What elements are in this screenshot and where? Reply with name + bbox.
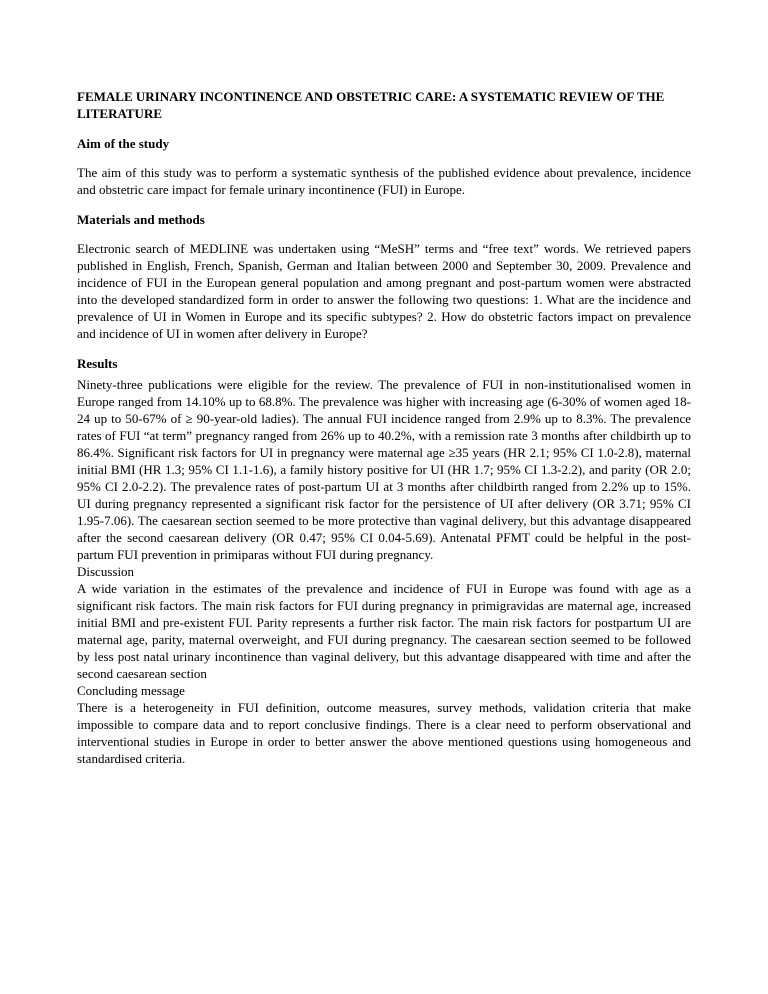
methods-text: Electronic search of MEDLINE was undertaken using “MeSH” terms and “free text” words. We retrieved papers published in English, French, Spanish, German and Italian between 2000 and September 30, 2009. Prevalence and incidence of FUI in the European general population and among pregnant and post-partum women were abstracted into the developed standardized form in order to answer the following two questions: 1. What are the incidence and prevalence of UI in Women in Europe and its specific subtypes? 2. How do obstetric factors impact on prevalence and incidence of UI in women after delivery in Europe? (77, 241, 691, 341)
results-heading: Results (77, 356, 118, 371)
aim-heading: Aim of the study (77, 136, 170, 151)
discussion-heading: Discussion (77, 564, 135, 579)
aim-text: The aim of this study was to perform a systematic synthesis of the published evidence about prevalence, incidence and obstetric care impact for female urinary incontinence (FUI) in Europe. (77, 165, 691, 197)
document-title: FEMALE URINARY INCONTINENCE AND OBSTETRIC CARE: A SYSTEMATIC REVIEW OF THE LITERATURE (77, 89, 665, 121)
results-text: Ninety-three publications were eligible for the review. The prevalence of FUI in non-institutionalised women in Europe ranged from 14.10% up to 68.8%. The prevalence was higher with increasing age (6-30% of women aged 18-24 up to 50-67% of ≥ 90-year-old ladies). The annual FUI incidence ranged from 2.9% up to 8.3%. The prevalence rates of FUI “at term” pregnancy ranged from 26% up to 40.2%, with a remission rate 3 months after childbirth up to 86.4%. Significant risk factors for UI in pregnancy were maternal age ≥35 years (HR 2.1; 95% CI 1.0-2.8), maternal initial BMI (HR 1.3; 95% CI 1.1-1.6), a family history positive for UI (HR 1.7; 95% CI 1.3-2.2), and parity (OR 2.0; 95% CI 2.0-2.2). The prevalence rates of post-partum UI at 3 months after childbirth ranged from 2.2% up to 15%. UI during pregnancy represented a significant risk factor for the persistence of UI after delivery (OR 3.71; 95% CI 1.95-7.06). The caesarean section seemed to be more protective than vaginal delivery, but this advantage disappeared after the second caesarean delivery (OR 0.47; 95% CI 0.04-5.69). Antenatal PFMT could be helpful in the post-partum FUI prevention in primiparas without FUI during pregnancy. (77, 377, 691, 562)
document-page (77, 88, 691, 767)
methods-heading: Materials and methods (77, 212, 205, 227)
discussion-text: A wide variation in the estimates of the prevalence and incidence of FUI in Europe was found with age as a significant risk factors. The main risk factors for FUI during pregnancy in primigravidas are maternal age, increased initial BMI and pre-existent FUI. Parity represents a further risk factor. The main risk factors for postpartum UI are maternal age, parity, maternal overweight, and FUI during pregnancy. The caesarean section seemed to be followed by less post natal urinary incontinence than vaginal delivery, but this advantage disappeared with time and after the second caesarean section (77, 581, 691, 681)
conclusion-text: There is a heterogeneity in FUI definition, outcome measures, survey methods, validation criteria that make impossible to compare data and to report conclusive findings. There is a clear need to perform observational and interventional studies in Europe in order to better answer the above mentioned questions using homogeneous and standardised criteria. (77, 700, 691, 766)
conclusion-heading: Concluding message (77, 683, 185, 698)
